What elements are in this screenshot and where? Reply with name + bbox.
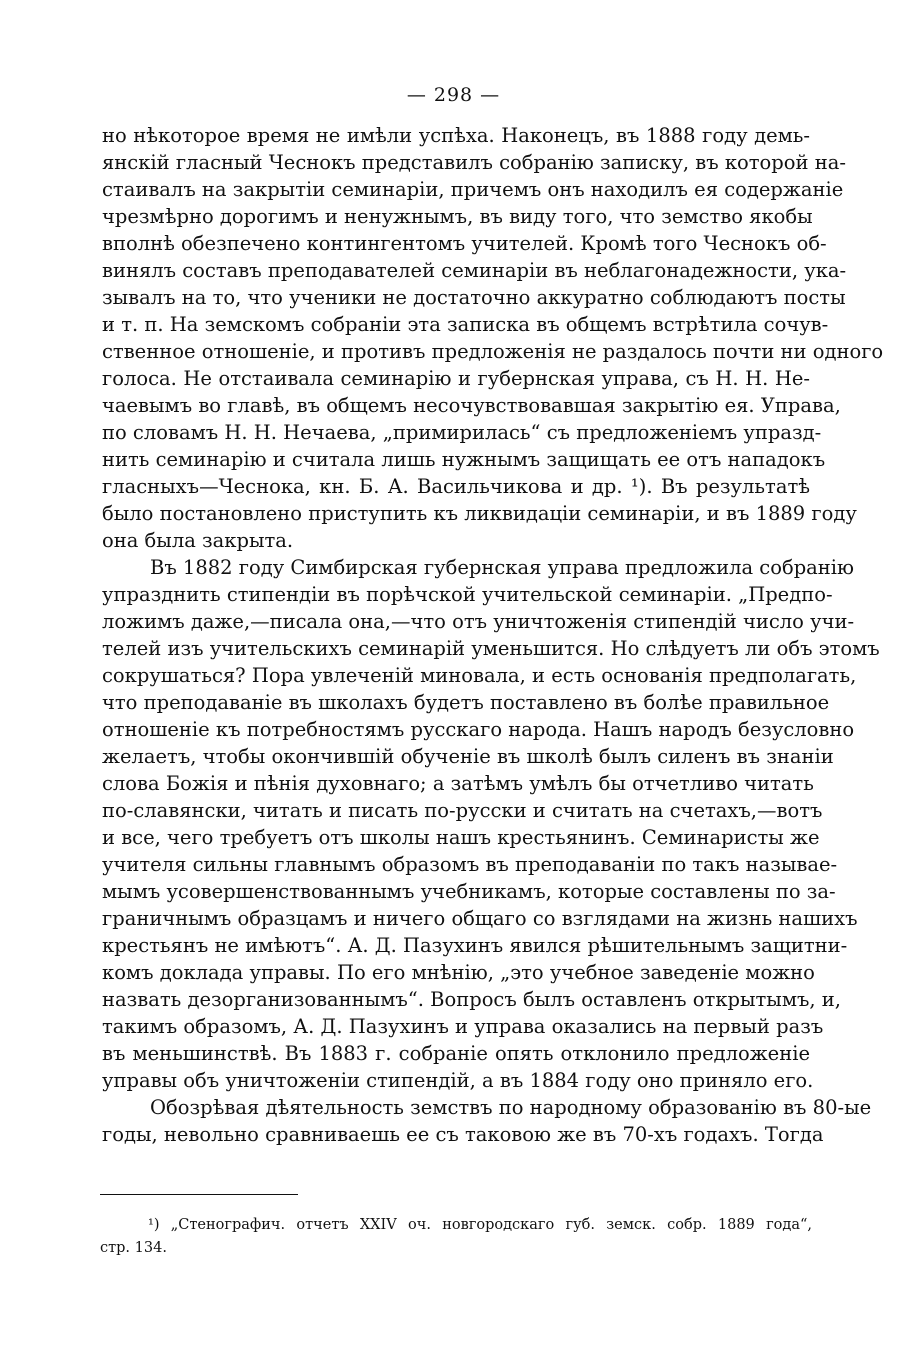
text-line: такимъ образомъ, А. Д. Пазухинъ и управа оказались на первый разъ <box>102 1015 824 1038</box>
text-line: граничнымъ образцамъ и ничего общаго со взглядами на жизнь нашихъ <box>102 907 858 930</box>
text-line: вполнѣ обезпечено контингентомъ учителей. Кромѣ того Чеснокъ об- <box>102 232 827 255</box>
footnote-divider <box>100 1194 298 1195</box>
text-line: управы объ уничтоженіи стипендій, а въ 1884 году оно приняло его. <box>102 1069 814 1092</box>
text-line: и т. п. На земскомъ собраніи эта записка въ общемъ встрѣтила сочув- <box>102 313 829 336</box>
text-line: стаивалъ на закрытіи семинаріи, причемъ онъ находилъ ея содержаніе <box>102 178 844 201</box>
text-line: чаевымъ во главѣ, въ общемъ несочувствовавшая закрытію ея. Управа, <box>102 394 841 417</box>
text-line: назвать дезорганизованнымъ“. Вопросъ былъ оставленъ открытымъ, и, <box>102 988 841 1011</box>
text-line: она была закрыта. <box>102 529 294 552</box>
text-line: и все, чего требуетъ отъ школы нашъ крестьянинъ. Семинаристы же <box>102 826 820 849</box>
page-number: — 298 — <box>406 84 501 106</box>
text-line: ственное отношеніе, и противъ предложенія не раздалось почти ни одного <box>102 340 884 363</box>
text-line: въ меньшинствѣ. Въ 1883 г. собраніе опять отклонило предложеніе <box>102 1042 810 1065</box>
text-line: упразднить стипендіи въ порѣчской учительской семинаріи. „Предпо- <box>102 583 833 606</box>
text-line: Обозрѣвая дѣятельность земствъ по народному образованію въ 80-ые <box>150 1096 872 1119</box>
text-line: по словамъ Н. Н. Нечаева, „примирилась“ съ предложеніемъ упразд- <box>102 421 822 444</box>
text-line: но нѣкоторое время не имѣли успѣха. Наконецъ, въ 1888 году демь- <box>102 124 810 147</box>
text-line: что преподаваніе въ школахъ будетъ поставлено въ болѣе правильное <box>102 691 830 714</box>
text-line: по-славянски, читать и писать по-русски и считать на счетахъ,—вотъ <box>102 799 823 822</box>
text-line: винялъ составъ преподавателей семинаріи въ неблагонадежности, ука- <box>102 259 847 282</box>
text-line: учителя сильны главнымъ образомъ въ преподаваніи по такъ называе- <box>102 853 838 876</box>
text-line: ложимъ даже,—писала она,—что отъ уничтоженія стипендій число учи- <box>102 610 855 633</box>
text-line: мымъ усовершенствованнымъ учебникамъ, которые составлены по за- <box>102 880 836 903</box>
text-line: телей изъ учительскихъ семинарій уменьшится. Но слѣдуетъ ли объ этомъ <box>102 637 880 660</box>
text-line: Въ 1882 году Симбирская губернская управа предложила собранію <box>150 556 855 579</box>
text-line: нить семинарію и считала лишь нужнымъ защищать ее отъ нападокъ <box>102 448 826 471</box>
text-line: крестьянъ не имѣютъ“. А. Д. Пазухинъ явился рѣшительнымъ защитни- <box>102 934 848 957</box>
text-line: комъ доклада управы. По его мнѣнію, „это учебное заведеніе можно <box>102 961 815 984</box>
text-line: гласныхъ—Чеснока, кн. Б. А. Васильчикова и др. ¹). Въ результатѣ <box>102 475 810 498</box>
text-line: сокрушаться? Пора увлеченій миновала, и есть основанія предполагать, <box>102 664 857 687</box>
text-line: желаетъ, чтобы окончившій обученіе въ школѣ былъ силенъ въ знаніи <box>102 745 834 768</box>
text-line: голоса. Не отстаивала семинарію и губернская управа, съ Н. Н. Не- <box>102 367 810 390</box>
footnote-line: стр. 134. <box>100 1240 167 1256</box>
text-line: янскій гласный Чеснокъ представилъ собранію записку, въ которой на- <box>102 151 846 174</box>
text-line: было постановлено приступить къ ликвидаціи семинаріи, и въ 1889 году <box>102 502 857 525</box>
text-line: зывалъ на то, что ученики не достаточно аккуратно соблюдаютъ посты <box>102 286 846 309</box>
text-line: годы, невольно сравниваешь ее съ таковою же въ 70-хъ годахъ. Тогда <box>102 1123 824 1146</box>
text-line: отношеніе къ потребностямъ русскаго народа. Нашъ народъ безусловно <box>102 718 855 741</box>
text-line: слова Божія и пѣнія духовнаго; а затѣмъ умѣлъ бы отчетливо читать <box>102 772 814 795</box>
text-line: чрезмѣрно дорогимъ и ненужнымъ, въ виду того, что земство якобы <box>102 205 813 228</box>
footnote-line: ¹) „Стенографич. отчетъ XXIV оч. новгородскаго губ. земск. собр. 1889 года“, <box>148 1217 812 1233</box>
